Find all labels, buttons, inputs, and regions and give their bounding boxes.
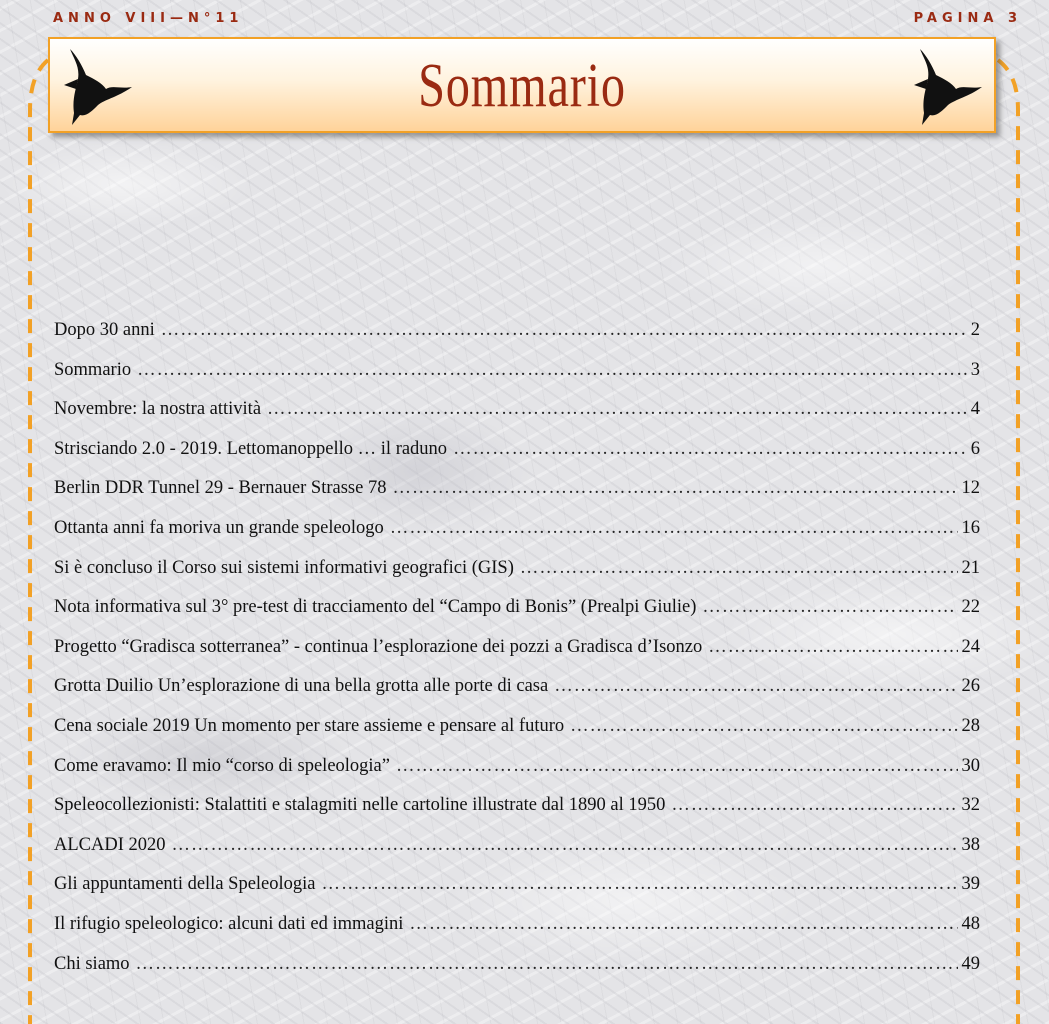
toc-leader-dots <box>322 874 958 895</box>
toc-entry[interactable] <box>54 676 980 716</box>
toc-entry[interactable] <box>54 954 980 994</box>
toc-entry-title: Nota informativa sul 3° pre-test di tracciamento del “Campo di Bonis” (Prealpi Giulie) <box>54 597 697 618</box>
toc-leader-dots <box>520 558 958 579</box>
toc-entry[interactable] <box>54 756 980 796</box>
toc-entry[interactable] <box>54 795 980 835</box>
toc-entry-page: 26 <box>961 676 980 697</box>
toc-entry[interactable] <box>54 360 980 400</box>
toc-leader-dots <box>392 478 957 499</box>
toc-entry[interactable] <box>54 597 980 637</box>
toc-leader-dots <box>396 756 958 777</box>
toc-entry-title: Berlin DDR Tunnel 29 - Bernauer Strasse 78 <box>54 478 387 499</box>
toc-entry-page: 24 <box>961 636 980 657</box>
toc-entry-page: 21 <box>961 557 980 578</box>
toc-entry[interactable] <box>54 914 980 954</box>
toc-entry[interactable] <box>54 320 980 360</box>
toc-entry-title: Ottanta anni fa moriva un grande speleologo <box>54 517 384 538</box>
toc-entry[interactable] <box>54 478 980 518</box>
toc-entry-title: Grotta Duilio Un’esplorazione di una bella grotta alle porte di casa <box>54 676 549 697</box>
toc-entry[interactable] <box>54 399 980 439</box>
toc-entry-page: 38 <box>961 834 980 855</box>
toc-entry[interactable] <box>54 558 980 598</box>
page-number-label: PAGINA 3 <box>913 11 1022 26</box>
toc-entry-title: Si è concluso il Corso sui sistemi informativi geografici (GIS) <box>54 557 514 578</box>
issue-label: ANNO VIII—N°11 <box>53 11 244 26</box>
toc-entry[interactable] <box>54 716 980 756</box>
toc-entry-page: 12 <box>961 478 980 499</box>
toc-entry-title: ALCADI 2020 <box>54 834 166 855</box>
toc-entry[interactable] <box>54 637 980 677</box>
toc-leader-dots <box>136 954 958 975</box>
toc-leader-dots <box>172 835 958 856</box>
toc-entry-page: 6 <box>970 438 980 459</box>
toc-entry-title: Strisciando 2.0 - 2019. Lettomanoppello … il raduno <box>54 438 448 459</box>
toc-entry[interactable] <box>54 439 980 479</box>
toc-entry-page: 30 <box>961 755 980 776</box>
banner-title: Sommario <box>418 52 626 120</box>
toc-leader-dots <box>161 320 967 341</box>
toc-entry-title: Speleocollezionisti: Stalattiti e stalagmiti nelle cartoline illustrate dal 1890 al 1950 <box>54 795 666 816</box>
toc-entry-page: 49 <box>961 953 980 974</box>
toc-leader-dots <box>570 716 957 737</box>
bat-icon <box>906 45 986 127</box>
toc-entry-page: 28 <box>961 715 980 736</box>
toc-entry-title: Novembre: la nostra attività <box>54 399 262 420</box>
toc-entry-title: Progetto “Gradisca sotterranea” - continua l’esplorazione dei pozzi a Gradisca d’Isonzo <box>54 636 703 657</box>
toc-entry-page: 2 <box>970 320 980 340</box>
toc-entry[interactable] <box>54 518 980 558</box>
toc-entry[interactable] <box>54 874 980 914</box>
toc-leader-dots <box>267 399 967 420</box>
toc-leader-dots <box>702 597 957 618</box>
toc-entry-page: 32 <box>961 795 980 816</box>
toc-leader-dots <box>137 360 967 381</box>
toc-leader-dots <box>671 795 957 816</box>
toc-entry-page: 39 <box>961 874 980 895</box>
toc-leader-dots <box>453 439 967 460</box>
toc-entry-title: Dopo 30 anni <box>54 320 155 340</box>
toc-entry-title: Come eravamo: Il mio “corso di speleologia” <box>54 755 390 776</box>
toc-leader-dots <box>390 518 958 539</box>
toc-entry[interactable] <box>54 835 980 875</box>
toc-entry-page: 3 <box>970 359 980 380</box>
bat-icon <box>56 45 136 127</box>
toc-entry-page: 22 <box>961 597 980 618</box>
toc-entry-title: Cena sociale 2019 Un momento per stare assieme e pensare al futuro <box>54 715 565 736</box>
title-banner <box>48 37 996 133</box>
toc-entry-page: 48 <box>961 913 980 934</box>
toc-entry-title: Gli appuntamenti della Speleologia <box>54 874 316 895</box>
toc-entry-title: Sommario <box>54 359 132 380</box>
toc-entry-page: 16 <box>961 517 980 538</box>
toc-entry-title: Chi siamo <box>54 953 130 974</box>
toc-leader-dots <box>554 676 957 697</box>
toc-entry-title: Il rifugio speleologico: alcuni dati ed immagini <box>54 913 404 934</box>
table-of-contents <box>54 320 980 993</box>
toc-leader-dots <box>708 637 957 658</box>
toc-entry-page: 4 <box>970 399 980 420</box>
toc-leader-dots <box>409 914 957 935</box>
